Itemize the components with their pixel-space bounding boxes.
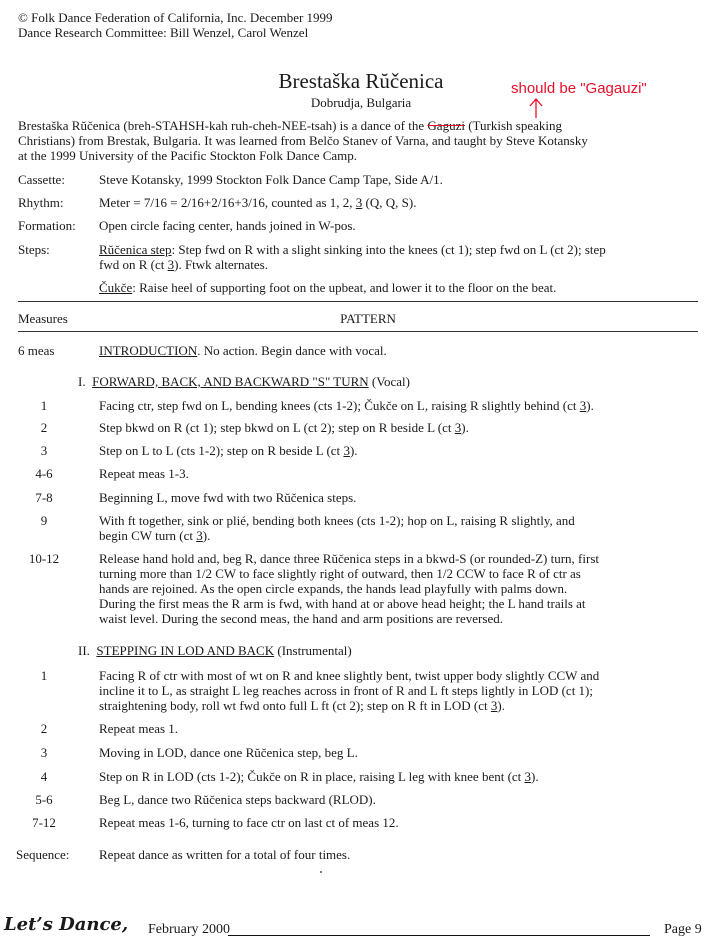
section-2-heading: II. STEPPING IN LOD AND BACK (Instrumental) — [78, 643, 352, 658]
intro-paragraph — [18, 118, 708, 163]
pattern-header: PATTERN — [340, 311, 396, 326]
rhythm-label: Rhythm: — [18, 195, 64, 210]
struck-word: Gaguzi — [427, 118, 465, 133]
measure-text: Repeat meas 1. — [99, 721, 179, 736]
speck — [320, 871, 322, 873]
copyright-line: © Folk Dance Federation of California, Inc. December 1999 — [18, 10, 333, 25]
measure-text: Release hand hold and, beg R, dance three Rŭčenica steps in a bkwd-S (or rounded-Z) turn, first turning more than 1/2 CW to face slightly right of outward, then 1/2 CCW to face R of ctr as hands are rejoined. As the open circle expands, the hands lead playfully with palms down. During the first meas the R arm is fwd, with hand at or above head height; the L hand trails at waist level. During the second meas, the hand and arm positions are reversed. — [99, 551, 599, 626]
formation-value: Open circle facing center, hands joined in W-pos. — [99, 218, 356, 233]
intro-measures: 6 meas — [18, 343, 55, 358]
cassette-label: Cassette: — [18, 172, 65, 187]
footer-rule — [228, 935, 650, 936]
step-rucenica: Rŭčenica step: Step fwd on R with a slight sinking into the knees (ct 1); step fwd on L (ct 2); step fwd on R (ct 3). Ftwk alternates. — [99, 242, 606, 272]
measure-text: Step bkwd on R (ct 1); step bkwd on L (ct 2); step on R beside L (ct 3). — [99, 420, 469, 435]
issue-date: February 2000 — [148, 922, 231, 937]
measure-number: 7-8 — [35, 490, 53, 505]
dance-title: Brestaška Rŭčenica — [278, 69, 444, 93]
steps-label: Steps: — [18, 242, 50, 257]
intro-line-2: Christians) from Brestak, Bulgaria. It was learned from Belčo Stanev of Varna, and taught by Steve Kotansky — [18, 133, 588, 148]
measure-text: Beginning L, move fwd with two Rŭčenica steps. — [99, 490, 357, 505]
measure-text: Step on R in LOD (cts 1-2); Čukče on R in place, raising L leg with knee bent (ct 3). — [99, 769, 539, 784]
committee-line: Dance Research Committee: Bill Wenzel, Carol Wenzel — [18, 25, 309, 40]
measure-text: Facing ctr, step fwd on L, bending knees (cts 1-2); Čukče on L, raising R slightly behind (ct 3). — [99, 398, 594, 413]
measure-text: Repeat meas 1-6, turning to face ctr on last ct of meas 12. — [99, 815, 399, 830]
sequence-label: Sequence: — [16, 847, 70, 862]
intro-line-1: Brestaška Rŭčenica (breh-STAHSH-kah ruh-cheh-NEE-tsah) is a dance of the Gaguzi (Turkish speaking — [18, 118, 562, 133]
correction-arrow-icon — [528, 97, 544, 119]
sequence-text: Repeat dance as written for a total of four times. — [99, 847, 351, 862]
measures-header: Measures — [18, 311, 68, 326]
measure-number: 4-6 — [35, 466, 53, 481]
rule-bottom — [18, 331, 698, 332]
measure-number: 3 — [40, 443, 48, 458]
rhythm-value: Meter = 7/16 = 2/16+2/16+3/16, counted as 1, 2, 3 (Q, Q, S). — [99, 195, 417, 210]
measure-number: 7-12 — [32, 815, 56, 830]
measure-number: 2 — [40, 721, 48, 736]
measure-text: Beg L, dance two Rŭčenica steps backward (RLOD). — [99, 792, 376, 807]
step-cukce: Čukče: Raise heel of supporting foot on the upbeat, and lower it to the floor on the beat. — [99, 280, 557, 295]
measure-text: Repeat meas 1-3. — [99, 466, 189, 481]
measure-number: 3 — [40, 745, 48, 760]
cassette-value: Steve Kotansky, 1999 Stockton Folk Dance Camp Tape, Side A/1. — [99, 172, 443, 187]
measure-number: 5-6 — [35, 792, 53, 807]
correction-note: should be "Gagauzi" — [511, 80, 647, 97]
rule-top — [18, 301, 698, 302]
measure-number: 10-12 — [28, 551, 60, 566]
measure-text: Step on L to L (cts 1-2); step on R beside L (ct 3). — [99, 443, 358, 458]
measure-number: 1 — [40, 398, 48, 413]
intro-line-3: at the 1999 University of the Pacific Stockton Folk Dance Camp. — [18, 148, 358, 163]
measure-text: Moving in LOD, dance one Rŭčenica step, beg L. — [99, 745, 358, 760]
introduction-line: INTRODUCTION. No action. Begin dance with vocal. — [99, 343, 387, 358]
section-1-heading: I. FORWARD, BACK, AND BACKWARD "S" TURN (Vocal) — [78, 374, 410, 389]
measure-number: 1 — [40, 668, 48, 683]
dance-origin: Dobrudja, Bulgaria — [310, 95, 412, 110]
measure-text: With ft together, sink or plié, bending both knees (cts 1-2); hop on L, raising R slightly, and begin CW turn (ct 3). — [99, 513, 575, 543]
measure-number: 9 — [40, 513, 48, 528]
formation-label: Formation: — [18, 218, 76, 233]
magazine-brand: Let’s Dance, — [4, 914, 129, 935]
measure-number: 2 — [40, 420, 48, 435]
document-header — [18, 10, 333, 40]
page-number: Page 9 — [664, 922, 702, 937]
measure-number: 4 — [40, 769, 48, 784]
measure-text: Facing R of ctr with most of wt on R and knee slightly bent, twist upper body slightly CCW and incline it to L, as straight L leg reaches across in front of R and L ft steps lightly in LOD (ct 1); straightening body, roll wt fwd onto full L ft (ct 2); step on R ft in LOD (ct 3). — [99, 668, 600, 713]
